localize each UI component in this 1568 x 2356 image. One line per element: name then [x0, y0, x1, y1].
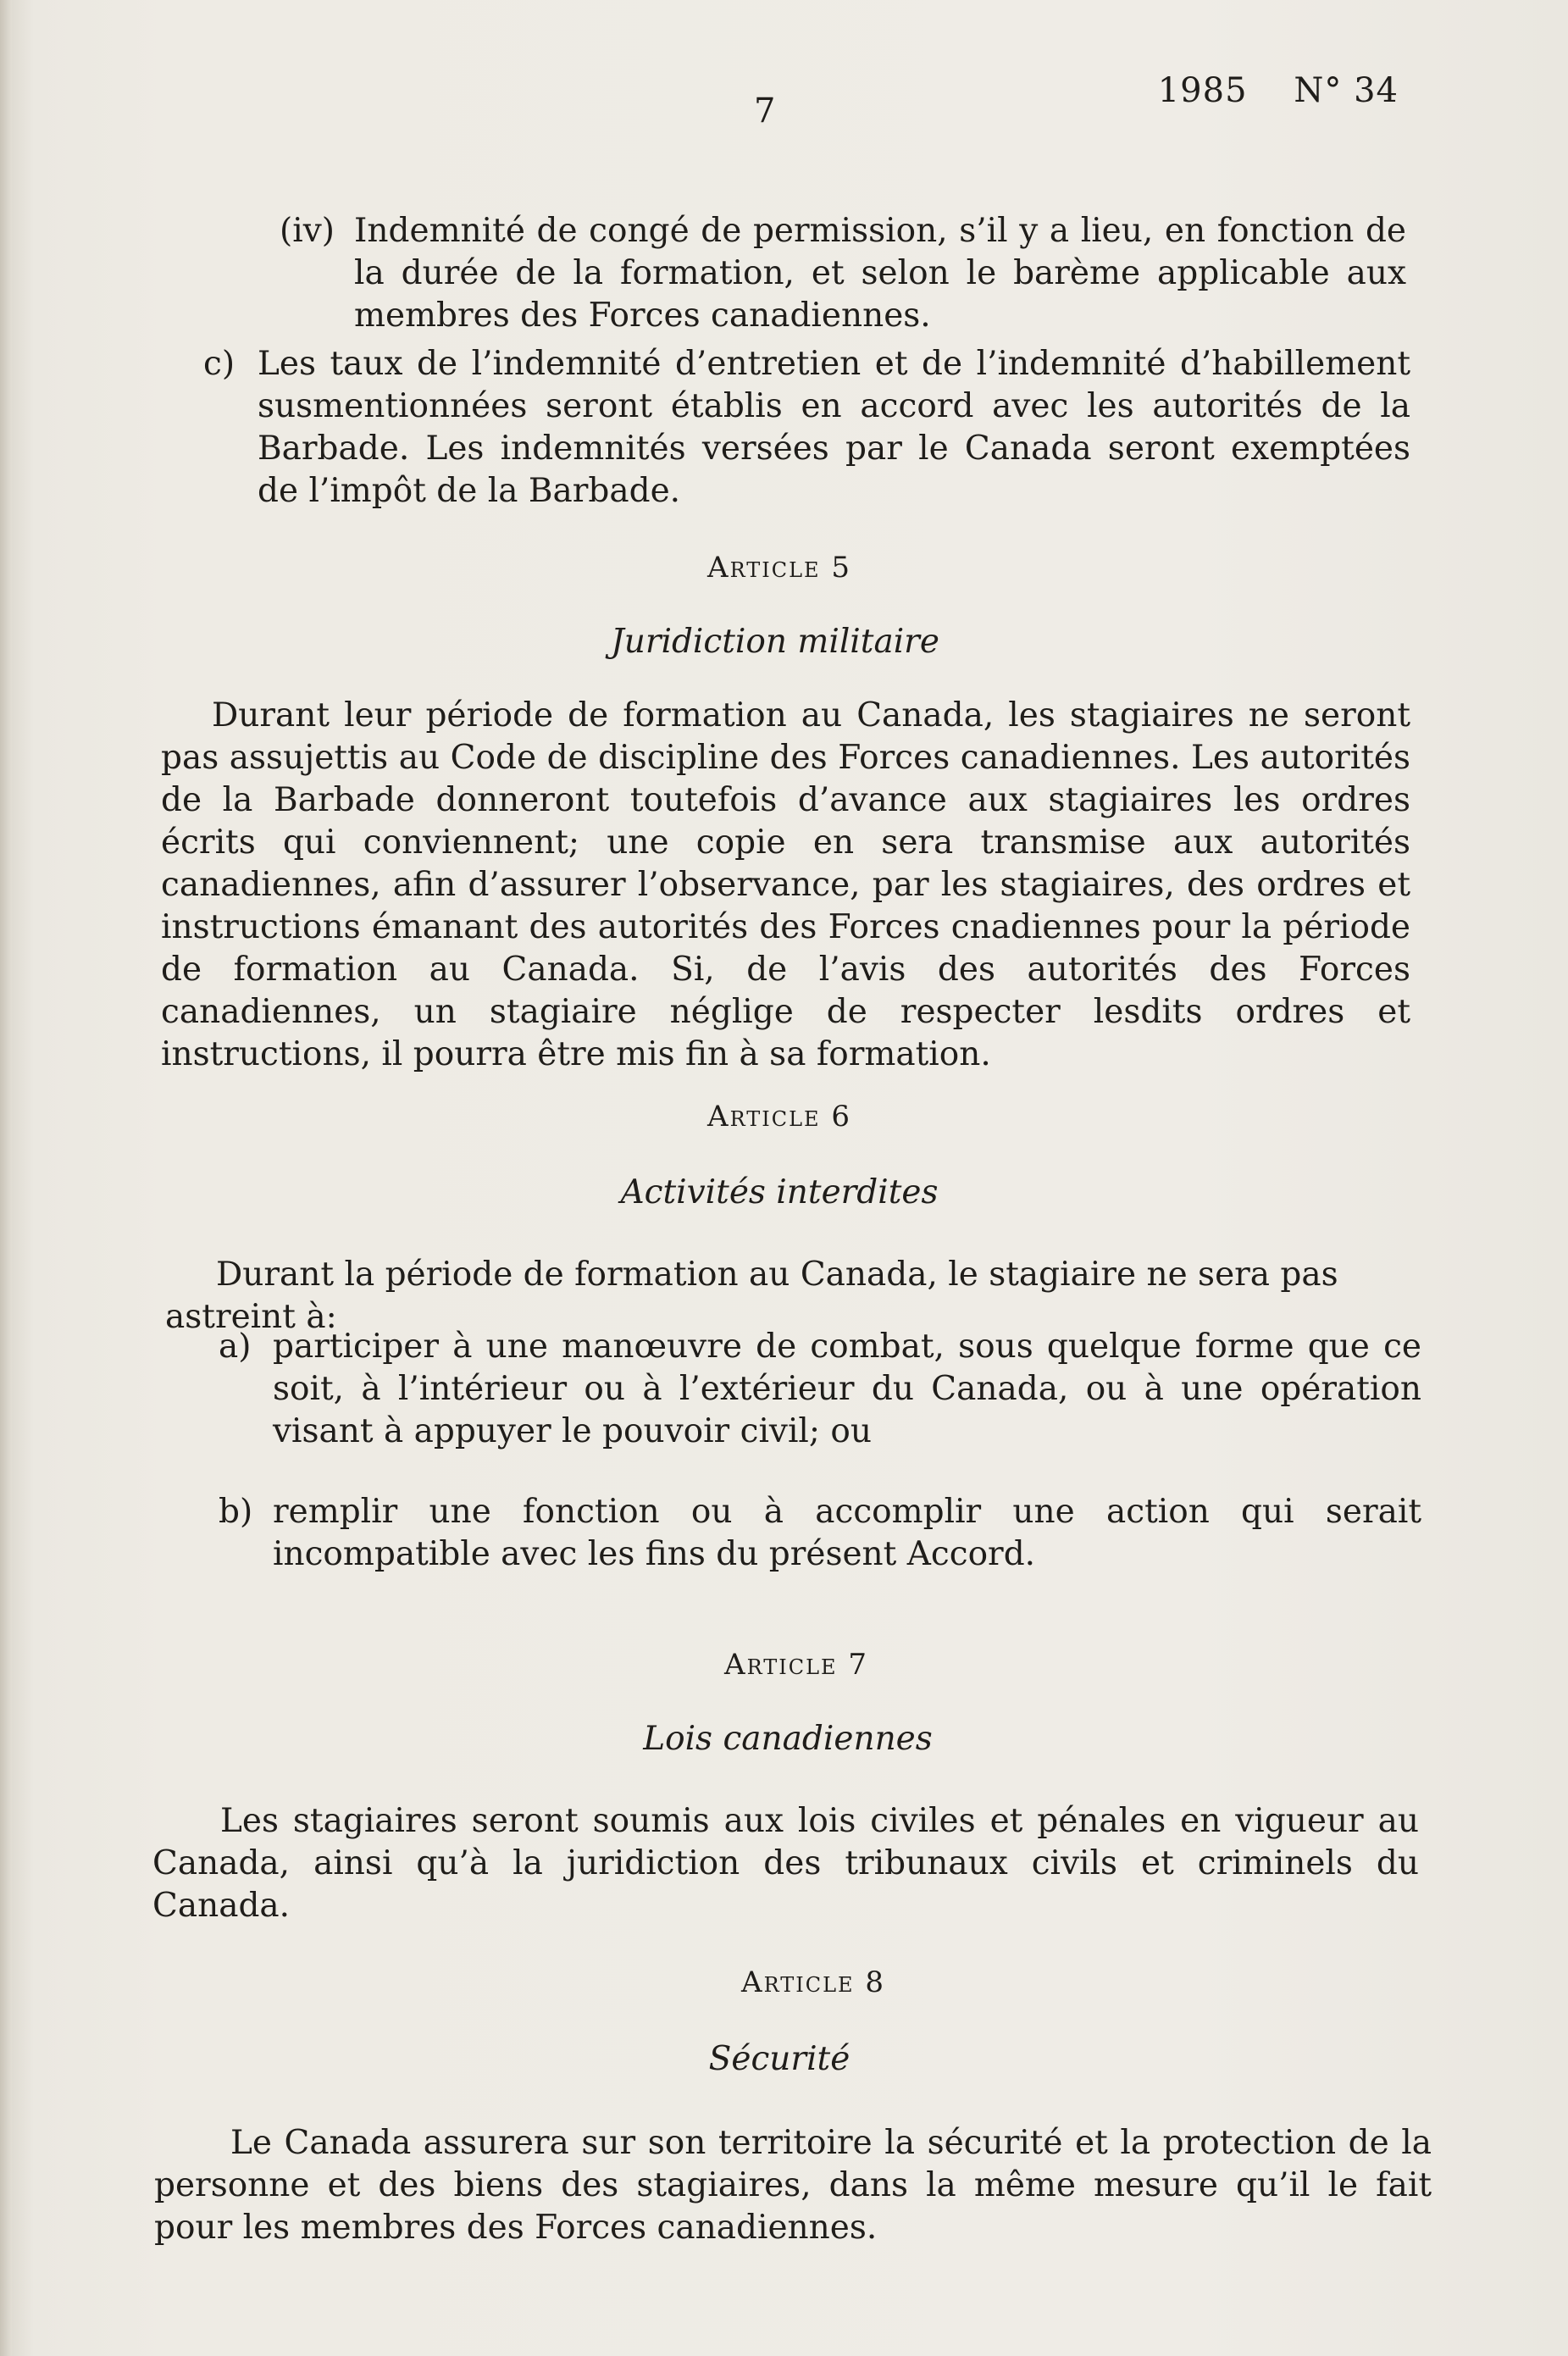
item-text: participer à une manœuvre de combat, sous quelque forme que ce soit, à l’intérieur ou à l’extérieur du Canada, ou à une opération visant à appuyer le pouvoir civil; ou [273, 1328, 1421, 1450]
item-text: remplir une fonction ou à accomplir une action qui serait incompatible avec les fins du présent Accord. [273, 1493, 1421, 1573]
article-6-title: Article 6 [707, 1100, 851, 1134]
item-c [203, 343, 1410, 510]
issue-header [1158, 71, 1399, 110]
binding-edge [0, 0, 12, 2356]
article-5-title: Article 5 [707, 551, 851, 585]
article-6-subtitle: Activités interdites [620, 1173, 939, 1211]
item-text: Les taux de l’indemnité d’entretien et de l’indemnité d’habillement susmentionnées seront établis en accord avec les autorités de la Barbade. Les indemnités versées par le Canada seront exemptées de l’impôt de la Barbade. [258, 345, 1410, 510]
item-marker: (iv) [280, 212, 335, 250]
item-iv [280, 210, 1406, 337]
issue-number: N° 34 [1294, 71, 1399, 110]
item-marker: a) [219, 1328, 252, 1366]
article-8-paragraph: Le Canada assurera sur son territoire la sécurité et la protection de la personne et des biens des stagiaires, dans la même mesure qu’il le fait pour les membres des Forces canadiennes. [154, 2124, 1432, 2247]
article-6-item-b [219, 1491, 1421, 1584]
article-6-intro: Durant la période de formation au Canada, le stagiaire ne sera pas astreint à: [165, 1256, 1338, 1336]
article-7-subtitle: Lois canadiennes [643, 1720, 933, 1758]
article-5-paragraph: Durant leur période de formation au Canada, les stagiaires ne seront pas assujettis au Code de discipline des Forces canadiennes. Les autorités de la Barbade donneront toutefois d’avance aux stagiaires les ordres écrits qui conviennent; une copie en sera transmise aux autorités canadiennes, afin d’assurer l’observance, par les stagiaires, des ordres et instructions émanant des autorités des Forces cnadiennes pour la période de formation au Canada. Si, de l’avis des autorités des Forces canadiennes, un stagiaire néglige de respecter lesdits ordres et instructions, il pourra être mis fin à sa formation. [161, 696, 1410, 1073]
article-7-paragraph: Les stagiaires seront soumis aux lois civiles et pénales en vigueur au Canada, ainsi qu’à la juridiction des tribunaux civils et criminels du Canada. [152, 1802, 1419, 1925]
article-8-subtitle: Sécurité [708, 2040, 850, 2078]
item-marker: b) [219, 1493, 253, 1531]
item-text: Indemnité de congé de permission, s’il y a lieu, en fonction de la durée de la formation, et selon le barème applicable aux membres des Forces canadiennes. [354, 212, 1406, 335]
page-number: 7 [754, 91, 776, 130]
article-5-subtitle: Juridiction militaire [611, 623, 939, 661]
article-7-title: Article 7 [724, 1648, 868, 1682]
article-8-title: Article 8 [741, 1965, 885, 1999]
article-6-item-a [219, 1326, 1421, 1461]
year-number: 1985 [1157, 71, 1248, 110]
item-marker: c) [203, 345, 235, 383]
